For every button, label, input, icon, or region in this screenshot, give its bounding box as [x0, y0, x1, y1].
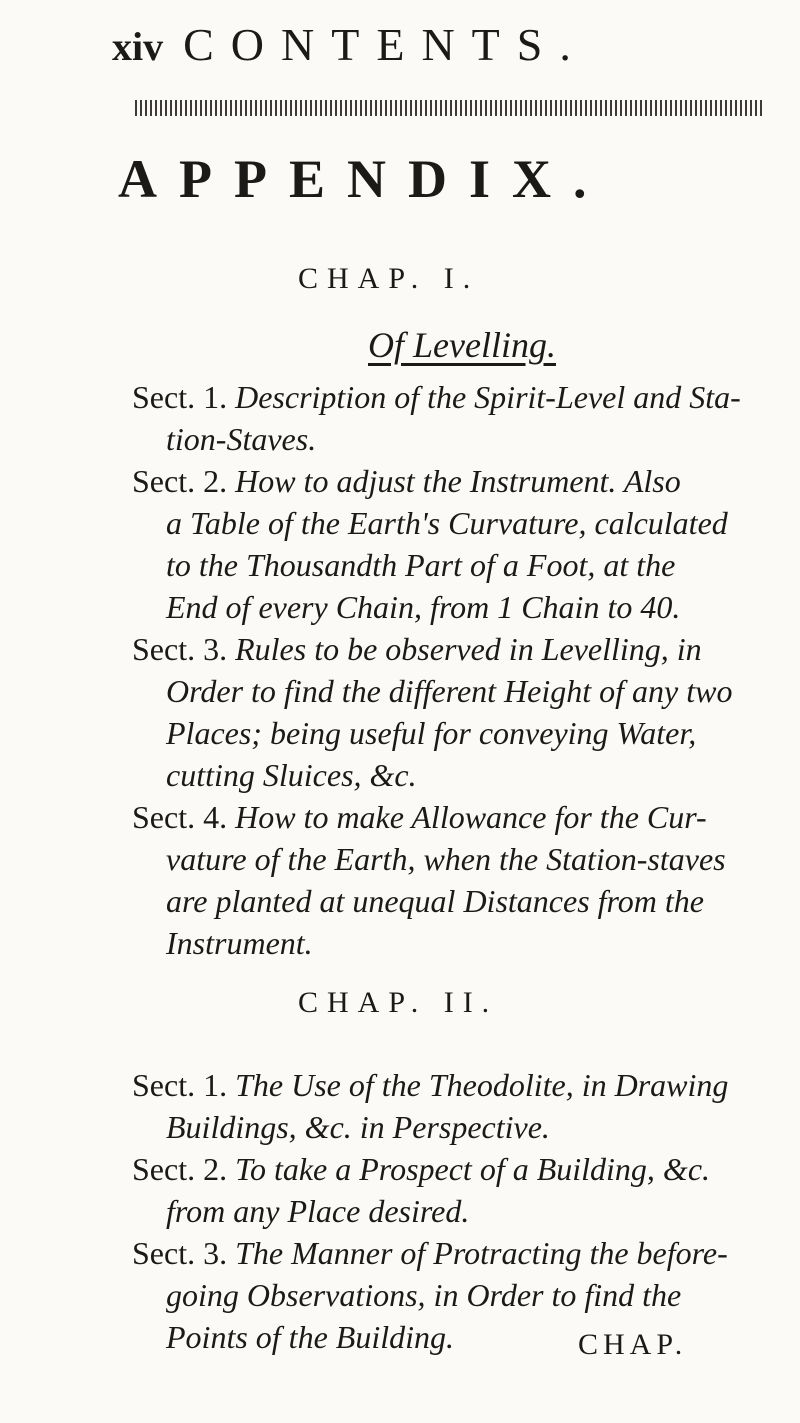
sect-label: Sect.: [132, 799, 196, 835]
chapter-subtitle-text: Of Levelling.: [368, 325, 556, 365]
toc-entry: [132, 460, 752, 628]
sect-label: Sect.: [132, 379, 196, 415]
entry-line: Rules to be observed in Levelling, in: [235, 631, 702, 667]
sect-number: 1.: [203, 1067, 228, 1103]
page-header: [112, 18, 712, 71]
sect-number: 3.: [203, 1235, 228, 1271]
sect-label: Sect.: [132, 1067, 196, 1103]
sect-label: Sect.: [132, 1151, 196, 1187]
entry-line: Places; being useful for conveying Water,: [166, 715, 697, 751]
toc-entry: [132, 796, 752, 964]
entry-line: tion-Staves.: [166, 421, 317, 457]
toc-entry: [132, 628, 752, 796]
toc-entry: [132, 1148, 752, 1232]
catchword: CHAP.: [578, 1328, 688, 1361]
entry-line: cutting Sluices, &c.: [166, 757, 417, 793]
entry-line: from any Place desired.: [166, 1193, 470, 1229]
entry-line: to the Thousandth Part of a Foot, at the: [166, 547, 676, 583]
entry-line: vature of the Earth, when the Station-staves: [166, 841, 726, 877]
decorative-border: [135, 100, 765, 116]
chapter-subtitle: [368, 324, 556, 366]
sect-number: 1.: [203, 379, 228, 415]
appendix-title: APPENDIX.: [118, 149, 609, 209]
entry-line: The Manner of Protracting the before-: [235, 1235, 728, 1271]
entry-line: Points of the Building.: [166, 1319, 454, 1355]
entry-line: To take a Prospect of a Building, &c.: [235, 1151, 711, 1187]
sect-number: 2.: [203, 1151, 228, 1187]
entry-line: Instrument.: [166, 925, 313, 961]
chapter-heading-1: CHAP. I.: [298, 262, 480, 295]
chapter-heading-2: CHAP. II.: [298, 986, 499, 1019]
entry-line: are planted at unequal Distances from the: [166, 883, 704, 919]
page-number: xiv: [112, 24, 164, 69]
sect-number: 3.: [203, 631, 228, 667]
sect-number: 2.: [203, 463, 228, 499]
entry-line: How to adjust the Instrument. Also: [235, 463, 681, 499]
sect-label: Sect.: [132, 463, 196, 499]
sect-label: Sect.: [132, 631, 196, 667]
entry-line: Buildings, &c. in Perspective.: [166, 1109, 550, 1145]
entry-line: a Table of the Earth's Curvature, calculated: [166, 505, 728, 541]
entry-line: The Use of the Theodolite, in Drawing: [235, 1067, 729, 1103]
entry-line: Description of the Spirit-Level and Sta-: [235, 379, 741, 415]
entry-line: End of every Chain, from 1 Chain to 40.: [166, 589, 681, 625]
toc-entry: [132, 376, 752, 460]
entry-line: How to make Allowance for the Cur-: [235, 799, 707, 835]
entry-line: Order to find the different Height of any two: [166, 673, 733, 709]
sect-label: Sect.: [132, 1235, 196, 1271]
sect-number: 4.: [203, 799, 228, 835]
toc-entry: [132, 1064, 752, 1148]
entry-line: going Observations, in Order to find the: [166, 1277, 682, 1313]
running-title: CONTENTS.: [183, 19, 588, 70]
